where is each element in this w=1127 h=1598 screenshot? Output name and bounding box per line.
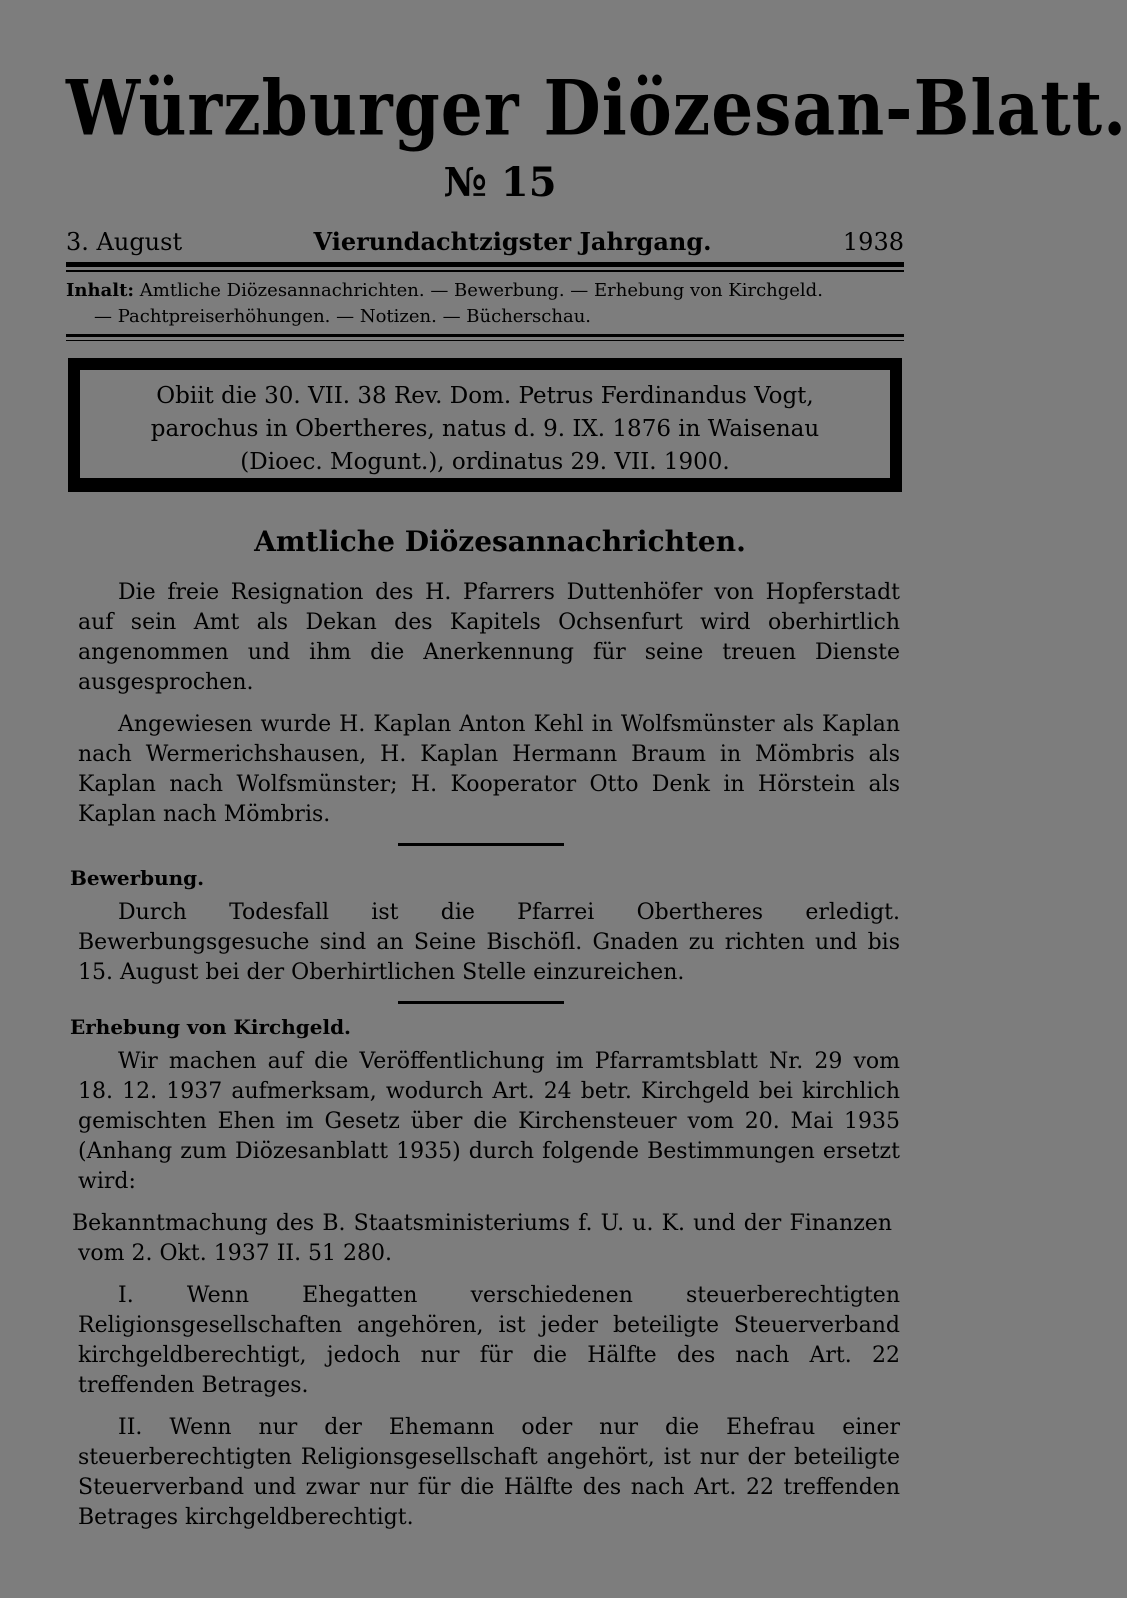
header-rule-thin <box>66 270 904 272</box>
section-body-bewerbung <box>78 898 900 988</box>
section-divider <box>398 843 564 846</box>
paragraph: Wir machen auf die Veröffentlichung im Pfarramtsblatt Nr. 29 vom 18. 12. 1937 aufmerksam, wodurch Art. 24 betr. Kirchgeld bei kirchlich gemischten Ehen im Gesetz über die Kirchensteuer vom 20. Mai 1935 (Anhang zum Diözesanblatt 1935) durch folgende Bestimmungen ersetzt wird: <box>78 1049 900 1194</box>
obituary-line: parochus in Obertheres, natus d. 9. IX. 1876 in Waisenau <box>150 416 820 442</box>
issue-date: 3. August <box>66 228 183 256</box>
obituary-line: Obiit die 30. VII. 38 Rev. Dom. Petrus Ferdinandus Vogt, <box>156 383 814 409</box>
volume-label: Vierundachtzigster Jahrgang. <box>313 227 712 256</box>
paragraph: Bekanntmachung des B. Staatsministeriums f. U. u. K. und der Finanzen vom 2. Okt. 1937 II. 51 280. <box>72 1211 892 1266</box>
section-body-kirchgeld <box>72 1047 900 1533</box>
paragraph: II. Wenn nur der Ehemann oder nur die Ehefrau einer steuerberechtigten Religionsgesellschaft angehört, ist nur der beteiligte Steuerverband und zwar nur für die Hälfte des nach Art. 22 treffenden Betrages kirchgeldberechtigt. <box>78 1415 900 1530</box>
section-title-kirchgeld: Erhebung von Kirchgeld. <box>70 1015 352 1039</box>
paragraph: Die freie Resignation des H. Pfarrers Duttenhöfer von Hopferstadt auf sein Amt als Dekan des Kapitels Ochsenfurt wird oberhirtlich angenommen und ihm die Anerkennung für seine treuen Dienste ausgesprochen. <box>78 580 900 695</box>
paragraph: Durch Todesfall ist die Pfarrei Obertheres erledigt. Bewerbungsgesuche sind an Seine Bischöfl. Gnaden zu richten und bis 15. August bei der Oberhirtlichen Stelle einzureichen. <box>78 900 900 985</box>
contents-line: Amtliche Diözesannachrichten. — Bewerbung. — Erhebung von Kirchgeld. <box>139 280 823 301</box>
section-title-amtliche: Amtliche Diözesannachrichten. <box>254 525 746 558</box>
section-title-bewerbung: Bewerbung. <box>70 866 205 890</box>
contents-rule-thin <box>66 340 904 341</box>
paragraph: Angewiesen wurde H. Kaplan Anton Kehl in Wolfsmünster als Kaplan nach Wermerichshausen, H. Kaplan Hermann Braum in Mömbris als Kaplan nach Wolfsmünster; H. Kooperator Otto Denk in Hörstein als Kaplan nach Mömbris. <box>78 712 900 827</box>
header-rule <box>66 262 904 267</box>
contents-line: — Pachtpreiserhöhungen. — Notizen. — Bücherschau. <box>94 306 592 327</box>
obituary-line: (Dioec. Mogunt.), ordinatus 29. VII. 1900. <box>240 449 730 475</box>
table-of-contents <box>66 278 904 330</box>
obituary-box <box>68 358 902 492</box>
contents-label: Inhalt: <box>66 280 135 301</box>
section-body-amtliche <box>78 578 900 830</box>
masthead-title: Würzburger Diözesan-Blatt. <box>66 63 1127 153</box>
issue-year: 1938 <box>842 228 904 256</box>
paragraph: I. Wenn Ehegatten verschiedenen steuerberechtigten Religionsgesellschaften angehören, ist jeder beteiligte Steuerverband kirchgeldberechtigt, jedoch nur für die Hälfte des nach Art. 22 treffenden Betrages. <box>78 1283 900 1398</box>
dateline <box>66 227 904 256</box>
issue-number: № 15 <box>443 159 557 206</box>
obituary-text <box>90 380 880 479</box>
contents-rule <box>66 334 904 337</box>
section-divider <box>398 1001 564 1004</box>
